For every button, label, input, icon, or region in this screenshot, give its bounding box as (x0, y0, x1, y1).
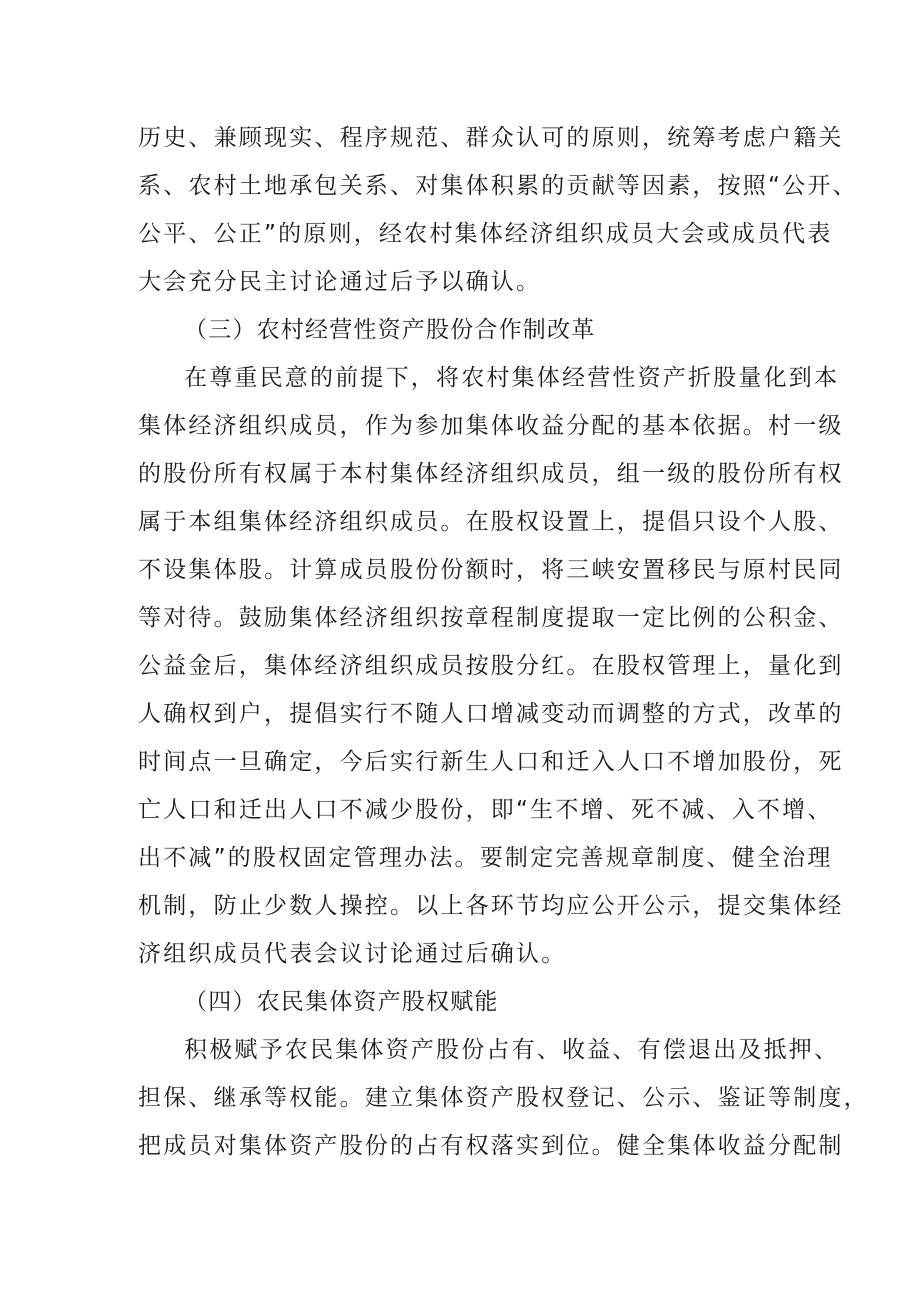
paragraph-line: 不设集体股。计算成员股份份额时，将三峡安置移民与原村民同 (138, 557, 844, 583)
paragraph-line: 公益金后，集体经济组织成员按股分红。在股权管理上，量化到 (138, 653, 844, 679)
paragraph-line: 担保、继承等权能。建立集体资产股权登记、公示、鉴证等制度， (138, 1085, 869, 1111)
paragraph-line: 属于本组集体经济组织成员。在股权设置上，提倡只设个人股、 (138, 509, 844, 535)
paragraph-line: 等对待。鼓励集体经济组织按章程制度提取一定比例的公积金、 (138, 605, 844, 631)
paragraph-line: 人确权到户，提倡实行不随人口增减变动而调整的方式，改革的 (138, 701, 844, 727)
paragraph-line: 大会充分民主讨论通过后予以确认。 (138, 269, 542, 295)
paragraph-line: 出不减”的股权固定管理办法。要制定完善规章制度、健全治理 (138, 845, 833, 871)
paragraph-line: 公平、公正”的原则，经农村集体经济组织成员大会或成员代表 (138, 221, 833, 247)
section-heading-3: （三）农村经营性资产股份合作制改革 (184, 317, 596, 343)
paragraph-line: 积极赋予农民集体资产股份占有、收益、有偿退出及抵押、 (184, 1037, 840, 1063)
paragraph-line: 在尊重民意的前提下，将农村集体经营性资产折股量化到本 (184, 365, 840, 391)
paragraph-line: 的股份所有权属于本村集体经济组织成员，组一级的股份所有权 (138, 461, 844, 487)
document-body (138, 114, 869, 1170)
paragraph-line: 把成员对集体资产股份的占有权落实到位。健全集体收益分配制 (138, 1133, 844, 1159)
paragraph-line: 历史、兼顾现实、程序规范、群众认可的原则，统筹考虑户籍关 (138, 125, 844, 151)
section-heading-4: （四）农民集体资产股权赋能 (184, 989, 499, 1015)
paragraph-line: 济组织成员代表会议讨论通过后确认。 (138, 941, 567, 967)
paragraph-line: 机制，防止少数人操控。以上各环节均应公开公示，提交集体经 (138, 893, 844, 919)
paragraph-line: 时间点一旦确定，今后实行新生人口和迁入人口不增加股份，死 (138, 749, 844, 775)
paragraph-line: 系、农村土地承包关系、对集体积累的贡献等因素，按照“公开、 (138, 173, 858, 199)
paragraph-line: 集体经济组织成员，作为参加集体收益分配的基本依据。村一级 (138, 413, 844, 439)
paragraph-line: 亡人口和迁出人口不减少股份，即“生不增、死不减、入不增、 (138, 797, 833, 823)
